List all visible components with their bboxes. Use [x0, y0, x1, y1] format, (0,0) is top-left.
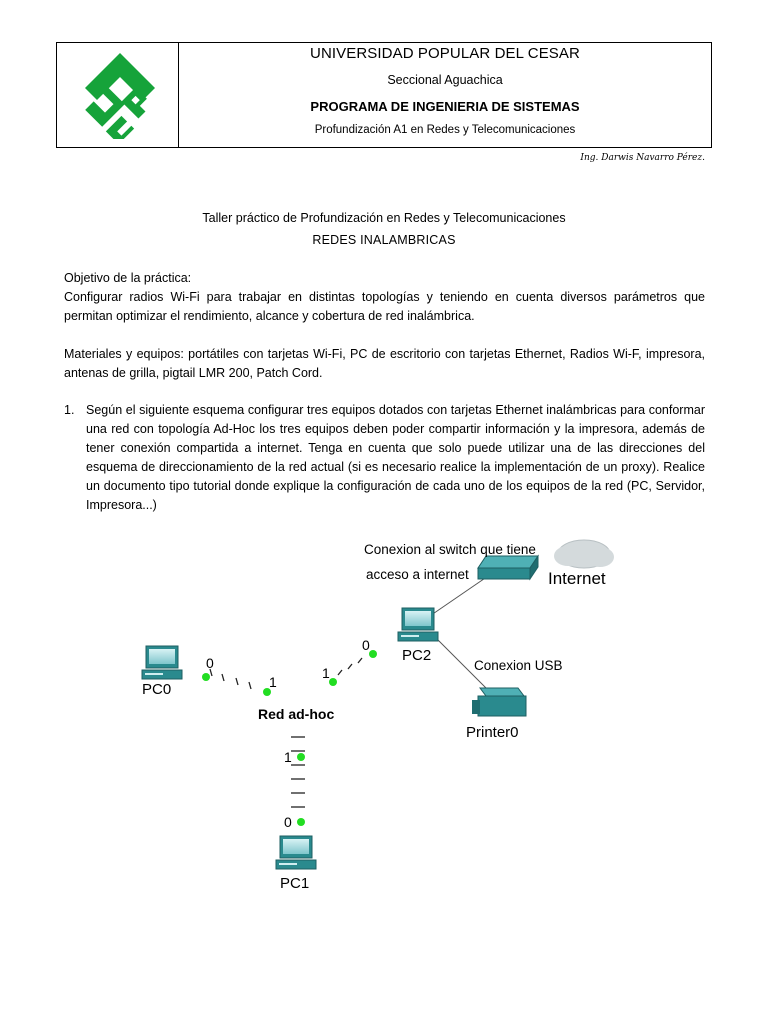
port-label: 0 [284, 814, 292, 830]
internet-label: Internet [548, 569, 606, 588]
link-dot [297, 753, 305, 761]
port-label: 0 [362, 637, 370, 653]
logo-cell [57, 43, 179, 147]
wireless-link-pc2 [338, 658, 362, 675]
objective-heading: Objetivo de la práctica: [64, 271, 192, 285]
switch-icon [478, 556, 538, 579]
usb-note: Conexion USB [474, 658, 563, 673]
pc1-label: PC1 [280, 875, 310, 892]
link-dots [202, 650, 377, 826]
network-diagram [124, 524, 636, 906]
materials-paragraph: Materiales y equipos: portátiles con tarjetas Wi-Fi, PC de escritorio con tarjetas Ethernet, Radios Wi-F, impresora, antenas de grilla, pigtail LMR 200, Patch Cord. [64, 347, 705, 380]
pc2-icon [398, 608, 438, 641]
wireless-link-pc1 [291, 737, 305, 807]
pc1-icon [276, 836, 316, 869]
internet-cloud-icon [554, 540, 614, 568]
wireless-link-pc0 [210, 669, 251, 689]
document-subtitle: REDES INALAMBRICAS [312, 233, 456, 247]
objective-body: Configurar radios Wi-Fi para trabajar en distintas topologías y teniendo en cuenta diversos parámetros que permitan optimizar el rendimiento, alcance y cobertura de red inalámbrica. [64, 290, 705, 323]
switch-note-line2: acceso a internet [366, 567, 469, 582]
header-box [56, 42, 712, 148]
list-item [64, 401, 705, 515]
link-dot [202, 673, 210, 681]
pc0-label: PC0 [142, 681, 172, 698]
adhoc-label: Red ad-hoc [258, 706, 335, 722]
printer-label: Printer0 [466, 724, 519, 741]
pc0-icon [142, 646, 182, 679]
document-title: Taller práctico de Profundización en Redes y Telecomunicaciones [202, 211, 566, 225]
university-name: UNIVERSIDAD POPULAR DEL CESAR [310, 45, 580, 62]
program-name: PROGRAMA DE INGENIERIA DE SISTEMAS [310, 99, 580, 114]
author-signature: Ing. Darwis Navarro Pérez. [580, 153, 705, 163]
pc2-label: PC2 [402, 647, 432, 664]
link-dot [329, 678, 337, 686]
list-item-text: Según el siguiente esquema configurar tres equipos dotados con tarjetas Ethernet inalámbricas para conformar una red con topología Ad-Hoc los tres equipos deben poder compartir información y la impresora, además de tener conexión compartida a internet. Tenga en cuenta que solo puede utilizar una de las direcciones del esquema de direccionamiento de la red actual (si es necesario realice la implementación de un proxy). Realice un documento tipo tutorial donde explique la configuración de cada uno de los equipos de la red (PC, Servidor, Impresora...) [86, 403, 705, 512]
port-label: 1 [269, 674, 277, 690]
section-name: Seccional Aguachica [387, 73, 503, 87]
switch-note-line1: Conexion al switch que tiene [364, 542, 536, 557]
printer-icon [472, 688, 526, 716]
port-label: 1 [322, 665, 330, 681]
subject-name: Profundización A1 en Redes y Telecomunicaciones [314, 124, 576, 136]
list-item-number: 1. [64, 403, 75, 417]
link-dot [369, 650, 377, 658]
university-logo [83, 51, 157, 139]
network-diagram-svg [124, 524, 636, 906]
link-dot [297, 818, 305, 826]
port-label: 0 [206, 655, 214, 671]
port-label: 1 [284, 749, 292, 765]
